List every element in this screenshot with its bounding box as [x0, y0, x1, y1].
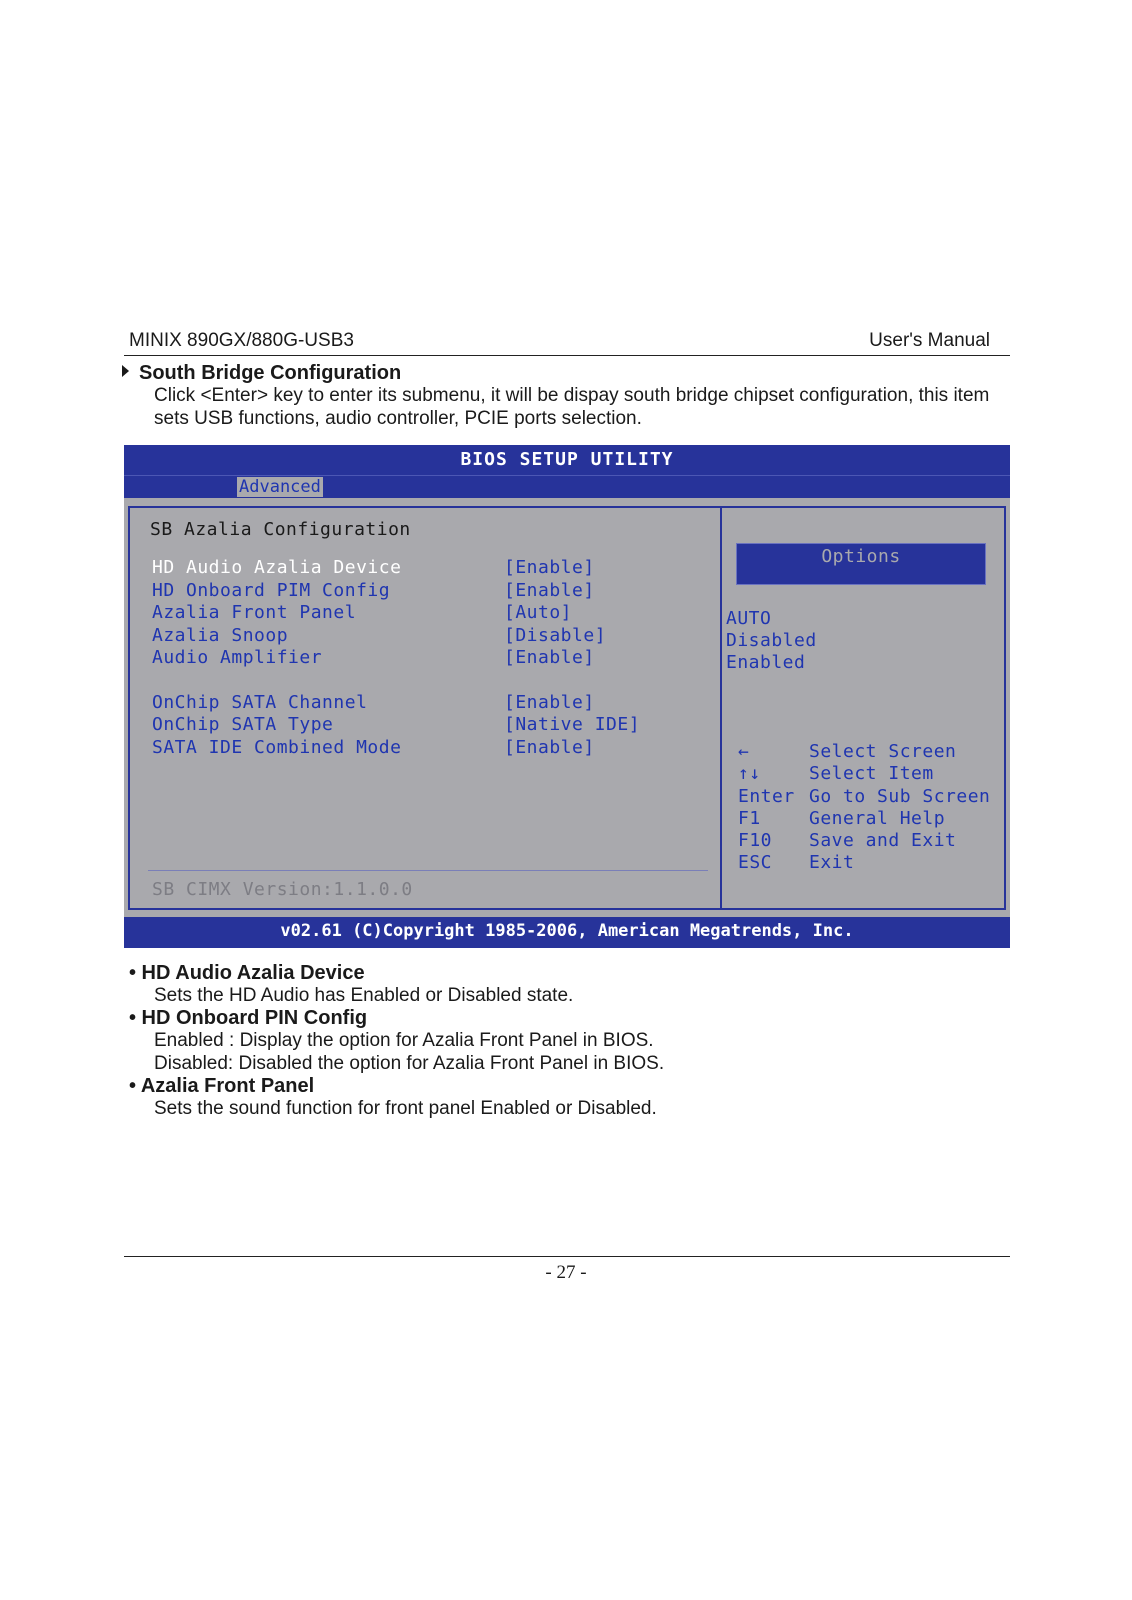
- setting-value[interactable]: [Enable]: [504, 647, 595, 668]
- setting-value[interactable]: [Enable]: [504, 557, 595, 578]
- setting-azalia-snoop[interactable]: Azalia Snoop: [152, 625, 289, 646]
- options-title: Options: [821, 546, 901, 567]
- option-enabled[interactable]: Enabled: [726, 652, 806, 673]
- options-header: [736, 543, 986, 585]
- bullet-text: Disabled: Disabled the option for Azalia Front Panel in BIOS.: [154, 1053, 665, 1074]
- setting-hd-audio-azalia-device[interactable]: HD Audio Azalia Device: [152, 557, 402, 578]
- section-title: [122, 362, 401, 385]
- bullet-title-hd-audio-azalia-device: • HD Audio Azalia Device: [129, 962, 365, 984]
- key-desc-go-to-sub-screen: Go to Sub Screen: [809, 786, 991, 807]
- section-title-text: South Bridge Configuration: [139, 362, 402, 384]
- bullet-text: Sets the HD Audio has Enabled or Disabled state.: [154, 985, 574, 1006]
- sb-cimx-version: SB CIMX Version:1.1.0.0: [152, 879, 413, 900]
- key-f1: F1: [738, 808, 761, 829]
- key-desc-save-and-exit: Save and Exit: [809, 830, 957, 851]
- bios-tab-bar: [124, 475, 1010, 498]
- option-auto[interactable]: AUTO: [726, 608, 772, 629]
- option-disabled[interactable]: Disabled: [726, 630, 817, 651]
- setting-audio-amplifier[interactable]: Audio Amplifier: [152, 647, 323, 668]
- setting-value[interactable]: [Enable]: [504, 692, 595, 713]
- doc-header-model: MINIX 890GX/880G-USB3: [129, 330, 354, 351]
- tab-advanced[interactable]: Advanced: [239, 477, 321, 497]
- page-number: - 27 -: [545, 1262, 587, 1283]
- key-desc-exit: Exit: [809, 852, 855, 873]
- header-rule: [124, 355, 1010, 356]
- setting-azalia-front-panel[interactable]: Azalia Front Panel: [152, 602, 357, 623]
- setting-value[interactable]: [Disable]: [504, 625, 607, 646]
- bullet-title-hd-onboard-pin-config: • HD Onboard PIN Config: [129, 1007, 368, 1029]
- bullet-title-azalia-front-panel: • Azalia Front Panel: [129, 1075, 315, 1097]
- setting-value[interactable]: [Native IDE]: [504, 714, 641, 735]
- footer-rule: [124, 1256, 1010, 1257]
- setting-sata-ide-combined-mode[interactable]: SATA IDE Combined Mode: [152, 737, 402, 758]
- key-desc-general-help: General Help: [809, 808, 946, 829]
- section-description: Click <Enter> key to enter its submenu, it will be dispay south bridge chipset configuration, this item sets USB functions, audio controller, PCIE ports selection.: [154, 385, 990, 429]
- bios-copyright: v02.61 (C)Copyright 1985-2006, American Megatrends, Inc.: [280, 921, 854, 941]
- setting-value[interactable]: [Enable]: [504, 580, 595, 601]
- key-desc-select-item: Select Item: [809, 763, 934, 784]
- setting-value[interactable]: [Enable]: [504, 737, 595, 758]
- setting-hd-onboard-pim-config[interactable]: HD Onboard PIM Config: [152, 580, 391, 601]
- key-desc-select-screen: Select Screen: [809, 741, 957, 762]
- doc-header-manual: User's Manual: [869, 330, 990, 351]
- key-f10: F10: [738, 830, 773, 851]
- key-esc: ESC: [738, 852, 773, 873]
- triangle-bullet-icon: [122, 365, 129, 377]
- panel-heading: SB Azalia Configuration: [150, 519, 411, 540]
- bullet-text: Sets the sound function for front panel Enabled or Disabled.: [154, 1098, 657, 1119]
- setting-onchip-sata-type[interactable]: OnChip SATA Type: [152, 714, 334, 735]
- panel-divider: [148, 870, 708, 871]
- key-enter: Enter: [738, 786, 795, 807]
- setting-onchip-sata-channel[interactable]: OnChip SATA Channel: [152, 692, 368, 713]
- setting-value[interactable]: [Auto]: [504, 602, 573, 623]
- key-left-arrow: ←: [738, 741, 750, 762]
- bios-screenshot: [124, 445, 1010, 948]
- bullet-text: Enabled : Display the option for Azalia Front Panel in BIOS.: [154, 1030, 654, 1051]
- key-up-down-arrows: ↑↓: [738, 763, 761, 784]
- bios-title: BIOS SETUP UTILITY: [460, 449, 674, 470]
